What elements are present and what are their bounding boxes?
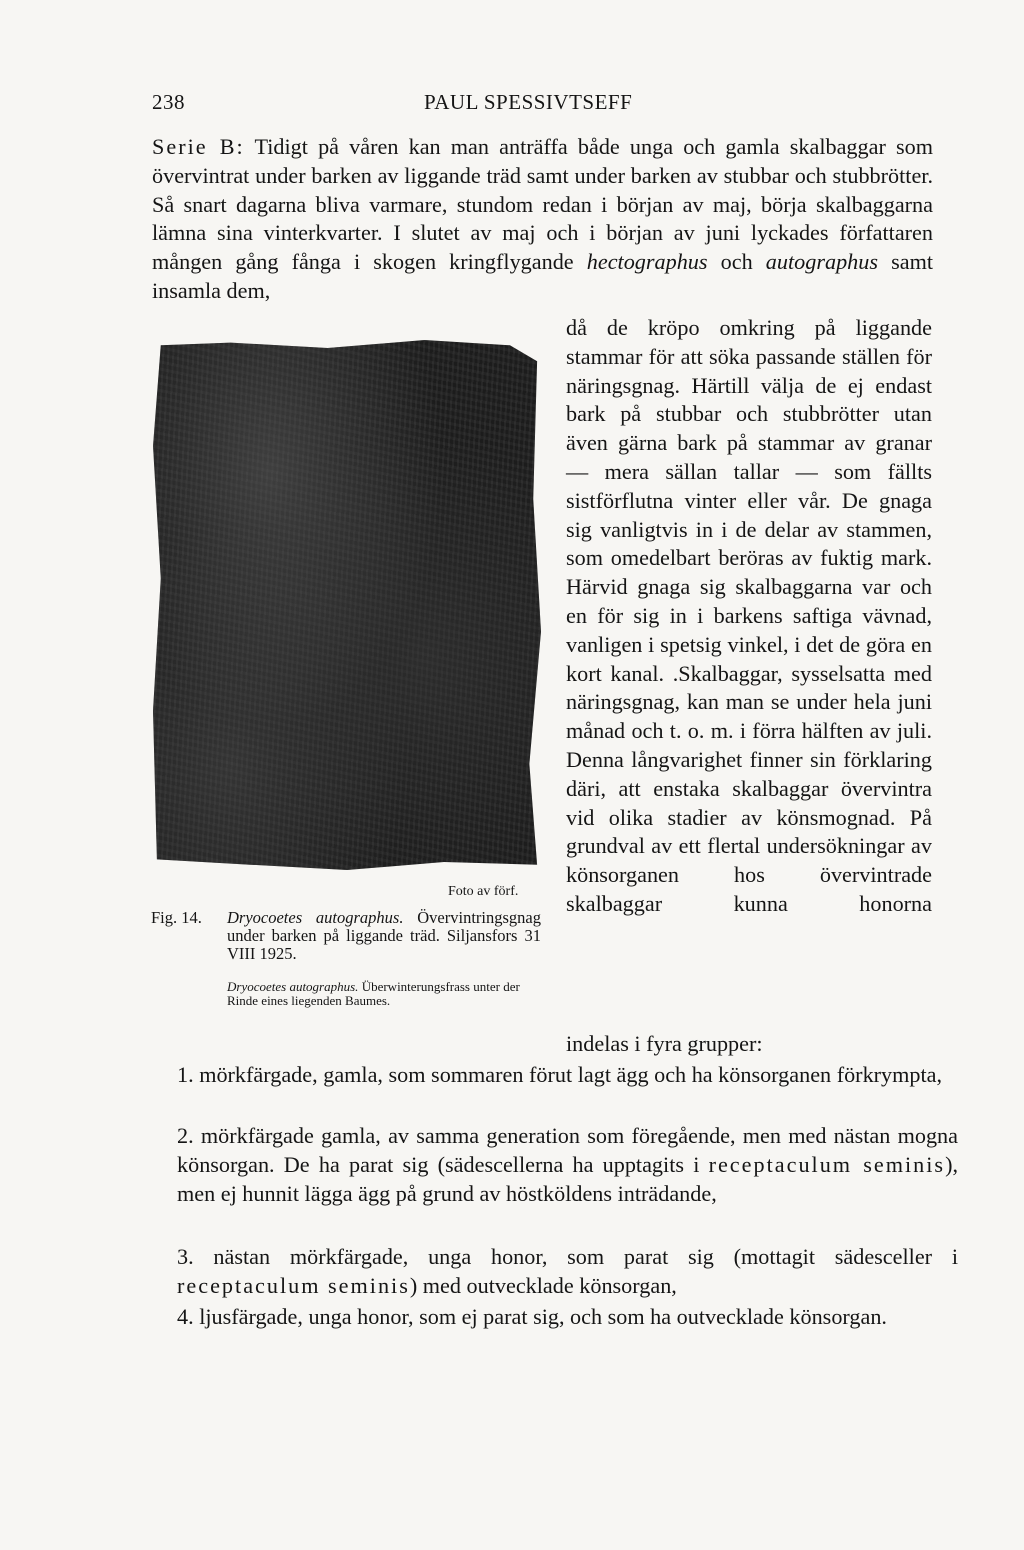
list-text: mörkfärgade gamla, av samma generation som föregående, men med nästan mogna könsorgan. De ha parat sig (sädescellerna ha upptagits i xyxy=(177,1123,958,1177)
list-number: 1. xyxy=(177,1062,194,1087)
column-text: då de kröpo omkring på liggande stammar för att söka passande ställen för näringsgnag. Härtill välja de ej endast bark på stubbar och stubbrötter utan även gärna bark på stammar av granar — mera sällan tallar — som fällts sistförflutna vinter eller vår. De gnaga sig vanligtvis in i de delar av stammen, som omedelbart beröras av fuktig mark. Härvid gnaga sig skalbaggarna var och en för sig in i barkens saftiga vävnad, vanligen i spetsig vinkel, i det de göra en kort kanal. .Skalbaggar, sysselsatta med näringsgnag, kan man se under hela juni månad och t. o. m. i förra hälften av juli. Denna långvarighet finner sin förklaring däri, att enstaka skalbaggar övervintra vid olika stadier av könsmognad. På grundval av ett flertal undersökningar av könsorganen hos övervintrade skalbaggar kunna honorna xyxy=(566,315,932,916)
figure-label: Fig. 14. xyxy=(151,908,202,927)
species-hectographus: hectographus xyxy=(586,249,708,275)
caption-german: Überwinterungsfrass unter der Rinde eines liegenden Baumes. xyxy=(227,979,520,1008)
intro-text-1: Tidigt på våren kan man anträffa både unga och gamla skalbaggar som övervintrat under barken av liggande träd samt under barken av stubbar och stubbrötter. Så snart dagarna bliva varmare, stundom redan i början av maj, börja skalbaggarna lämna sina vinterkvarter. I slutet av maj och i början av juni lyckades författaren mången gång fånga i skogen kringflygande xyxy=(152,134,933,275)
caption-species: Dryocoetes autographus. xyxy=(227,908,404,927)
intro-text-2: och xyxy=(707,249,766,275)
list-number: 3. xyxy=(177,1244,194,1269)
column-last-line xyxy=(566,1030,932,1059)
list-item xyxy=(152,1122,958,1208)
list-item xyxy=(152,1061,958,1090)
list-number: 4. xyxy=(177,1304,194,1329)
caption-species-de: Dryocoetes autographus. xyxy=(227,979,359,994)
intro-paragraph xyxy=(152,133,933,306)
list-item xyxy=(152,1303,958,1332)
intro-text-3: samt insamla dem, xyxy=(152,249,933,303)
figure-caption-german xyxy=(227,980,541,1008)
column-last-text: indelas i fyra grupper: xyxy=(566,1031,763,1056)
list-text: ljusfärgade, unga honor, som ej parat sig, och som ha outvecklade könsorgan. xyxy=(193,1304,887,1329)
column-paragraph xyxy=(566,314,932,1014)
list-text: mörkfärgade, gamla, som sommaren förut lagt ägg och ha könsorganen förkrympta, xyxy=(193,1062,943,1087)
photo-credit: Foto av förf. xyxy=(448,884,519,899)
serie-label: Serie B: xyxy=(152,134,245,159)
caption-swedish: Övervintringsgnag under barken på liggande träd. Siljansfors 31 VIII 1925. xyxy=(227,908,541,963)
latin-term: receptaculum seminis xyxy=(177,1272,410,1298)
list-number: 2. xyxy=(177,1123,194,1148)
caption-body xyxy=(227,909,541,963)
list-item xyxy=(152,1243,958,1301)
bark-photograph xyxy=(153,340,541,870)
list-text: nästan mörkfärgade, unga honor, som parat sig (mottagit sädesceller i xyxy=(193,1244,958,1269)
latin-term: receptaculum seminis xyxy=(708,1151,946,1177)
list-text: ), men ej hunnit lägga ägg på grund av höstköldens inträdande, xyxy=(177,1151,958,1206)
running-head xyxy=(152,90,932,120)
list-text: ) med outvecklade könsorgan, xyxy=(409,1272,677,1298)
species-autographus: autographus xyxy=(765,249,878,275)
running-title: PAUL SPESSIVTSEFF xyxy=(424,90,633,114)
figure-photo xyxy=(153,340,541,870)
page-number: 238 xyxy=(152,90,185,114)
